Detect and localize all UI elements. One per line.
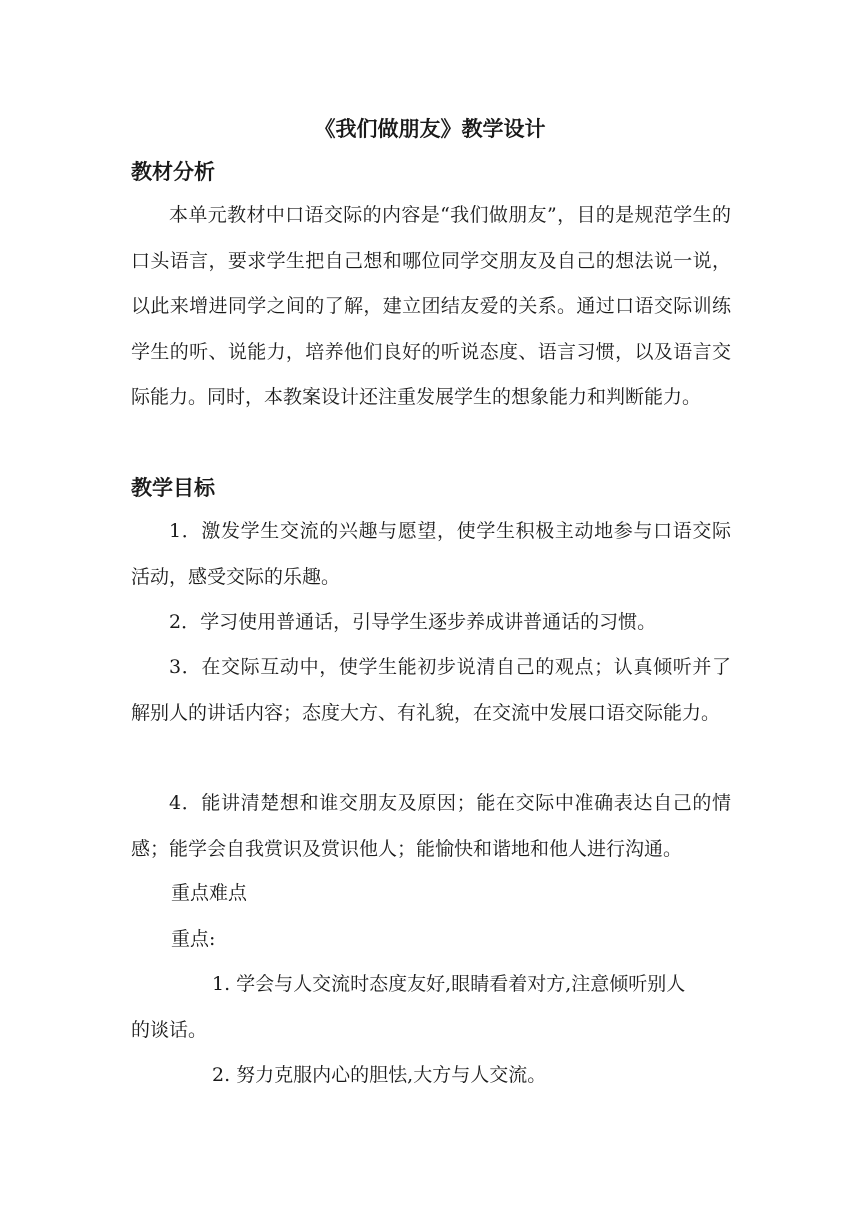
section-heading-teaching-goals: 教学目标 — [131, 476, 215, 500]
key-points-label: 重点: — [171, 928, 216, 950]
key-difficult-points-heading: 重点难点 — [171, 882, 248, 904]
key-point-1-line-1: 1. 学会与人交流时态度友好,眼睛看着对方,注意倾听别人 — [212, 973, 686, 995]
goal-item-2: 2．学习使用普通话，引导学生逐步养成讲普通话的习惯。 — [169, 611, 657, 633]
textbook-analysis-paragraph: 本单元教材中口语交际的内容是“我们做朋友”，目的是规范学生的口头语言，要求学生把自己想和哪位同学交朋友及自己的想法说一说，以此来增进同学之间的了解，建立团结友爱的关系。通过口语交际训练学生的听、说能力，培养他们良好的听说态度、语言习惯，以及语言交际能力。同时，本教案设计还注重发展学生的想象能力和判断能力。 — [131, 204, 731, 408]
key-point-1-line-2: 的谈话。 — [131, 1019, 208, 1041]
document-title: 《我们做朋友》教学设计 — [314, 117, 546, 141]
goal-item-3: 3．在交际互动中，使学生能初步说清自己的观点；认真倾听并了解别人的讲话内容；态度大方、有礼貌，在交流中发展口语交际能力。 — [131, 656, 731, 724]
key-point-2: 2. 努力克服内心的胆怯,大方与人交流。 — [212, 1064, 547, 1086]
goal-item-1: 1．激发学生交流的兴趣与愿望，使学生积极主动地参与口语交际活动，感受交际的乐趣。 — [131, 520, 731, 588]
section-heading-textbook-analysis: 教材分析 — [131, 160, 215, 184]
goal-item-4: 4．能讲清楚想和谁交朋友及原因；能在交际中准确表达自己的情感；能学会自我赏识及赏识他人；能愉快和谐地和他人进行沟通。 — [131, 792, 731, 860]
